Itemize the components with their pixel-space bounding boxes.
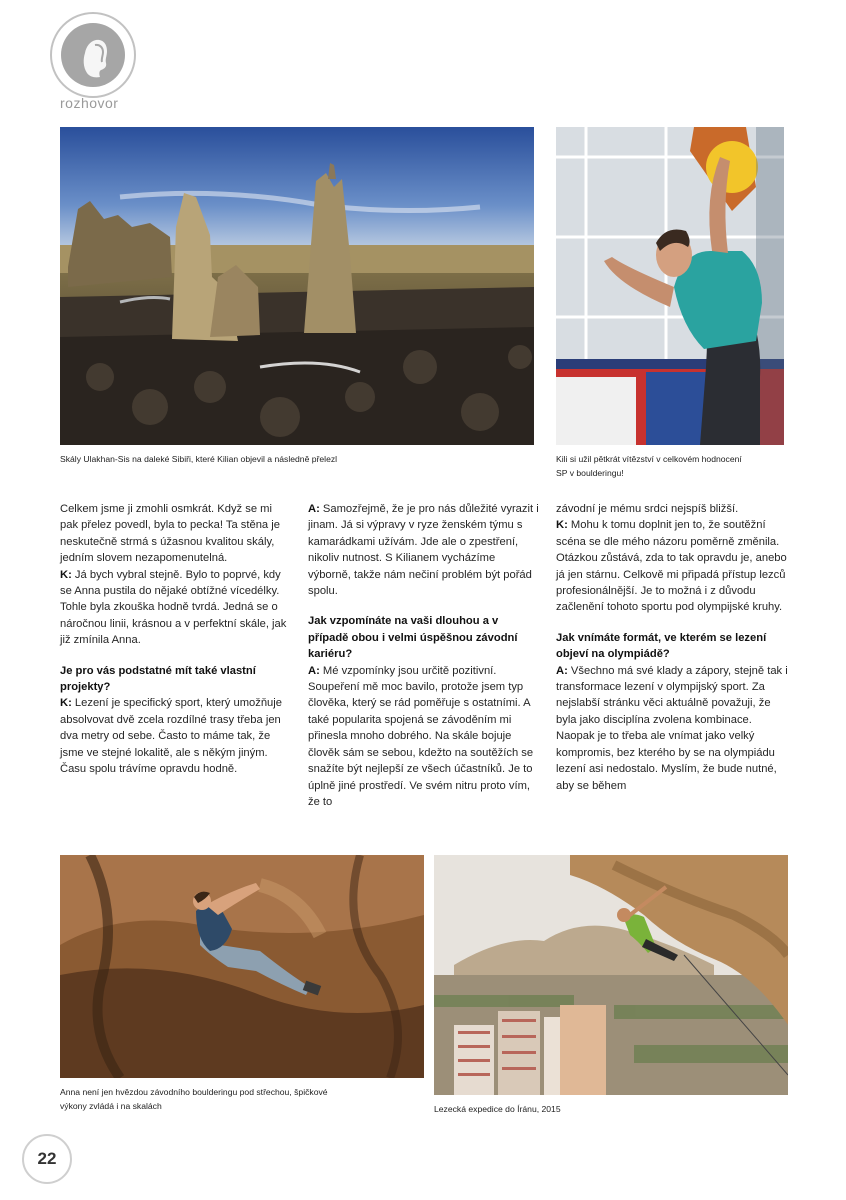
answer-text: Mohu k tomu doplnit jen to, že soutěžní scéna se dle mého názoru poměrně změnila. Otázkou zůstává, zda to tak opravdu je, anebo já jen stárnu. Celkově mi připadá přístup lezců profesionálnější. Je to možná i z důvodu začlenění tohoto sportu pod olympijské kruhy. [556, 519, 787, 614]
caption-anna [60, 1085, 440, 1113]
photo-anna-rock-climbing [60, 855, 424, 1078]
paragraph: závodní je mému srdci nejspíš bližší. [556, 503, 739, 515]
caption-world-cup [556, 452, 796, 480]
paragraph [556, 517, 788, 615]
article-column-1 [60, 501, 292, 778]
photo-bouldering-world-cup [556, 127, 784, 445]
answer-text: Všechno má své klady a zápory, stejně tak i transformace lezení v olympijský sport. Za nejslabší stránku věci aktuálně považuji, že byla jako disciplína zvolena kombinace. Naopak je to třeba ale vnímat jako velký kompromis, bez kterého by se na olympiádu lezení asi nedostalo. Myslím, že bude nutné, aby se během [556, 664, 788, 792]
page-number: 22 [37, 1149, 57, 1168]
speaker-label: K: [60, 568, 72, 581]
interview-question: Je pro vás podstatné mít také vlastní projekty? [60, 664, 256, 694]
profile-silhouette-icon [61, 23, 125, 87]
article-column-2 [308, 501, 540, 810]
page-number-badge [22, 1134, 72, 1184]
answer-text: Lezení je specifický sport, který umožňuje absolvovat dvě zcela rozdílné trasy třeba jen dva metry od sebe. Často to máme tak, že jsme ve stejné lokalitě, ale s někým jiným. Času spolu trávíme opravdu hodně. [60, 697, 282, 776]
paragraph [60, 695, 292, 777]
article-column-3 [556, 501, 788, 794]
paragraph: Celkem jsme ji zmohli osmkrát. Když se mi pak přelez povedl, byla to pecka! Ta stěna je neskutečně strmá s úžasnou kvalitou skály, jedním slovem nezapomenutelná. [60, 503, 280, 565]
paragraph [308, 501, 540, 599]
caption-anna-line1: Anna není jen hvězdou závodního boulderingu pod střechou, špičkové [60, 1087, 328, 1097]
speaker-label: A: [556, 664, 568, 677]
caption-anna-line2: výkony zvládá i na skalách [60, 1101, 162, 1111]
interview-question: Jak vnímáte formát, ve kterém se lezení objeví na olympiádě? [556, 631, 767, 661]
photo-siberia-rocks [60, 127, 534, 445]
section-label: rozhovor [60, 95, 119, 111]
answer-text: Mé vzpomínky jsou určitě pozitivní. Soupeření mě moc bavilo, protože jsem typ člověka, který se rád poměřuje s ostatními. A také popularita spojená se závoděním mi přinesla mnoho dobrého. Na skále bojuje člověk sám se sebou, kdežto na soutěžích se snažíte být nejlepší ze všech účastníků. Je to úplně jiné prostředí. Ve svém nitru proto vím, že to [308, 664, 534, 808]
paragraph [60, 567, 292, 649]
photo-iran-expedition [434, 855, 788, 1095]
interview-question: Jak vzpomínáte na vaši dlouhou a v případě obou i velmi úspěšnou závodní kariéru? [308, 615, 518, 661]
magazine-section-logo [50, 12, 136, 98]
speaker-label: A: [308, 503, 320, 515]
answer-text: Samozřejmě, že je pro nás důležité vyrazit i jinam. Já si výpravy v ryze ženském týmu s kamarádkami užívám. Jde ale o zpestření, nikoliv nutnost. S Kilianem vycházíme výborně, takže nám nečiní problém být pořád spolu. [308, 503, 539, 598]
answer-text: Já bych vybral stejně. Bylo to poprvé, kdy se Anna pustila do nějaké obtížné vícedélky. Tohle byla zkouška hodně tvrdá. Jedná se o náročnou linii, krásnou a v perfektní skále, jak již zmínila Anna. [60, 568, 287, 647]
paragraph [556, 663, 788, 794]
speaker-label: K: [556, 519, 568, 532]
caption-world-cup-line2: SP v boulderingu! [556, 468, 624, 478]
speaker-label: K: [60, 697, 72, 710]
caption-iran: Lezecká expedice do Íránu, 2015 [434, 1104, 561, 1114]
caption-siberia: Skály Ulakhan-Sis na daleké Sibiři, které Kilian objevil a následně přelezl [60, 454, 338, 464]
caption-world-cup-line1: Kili si užil pětkrát vítězství v celkovém hodnocení [556, 454, 742, 464]
speaker-label: A: [308, 664, 320, 677]
paragraph [308, 663, 540, 811]
